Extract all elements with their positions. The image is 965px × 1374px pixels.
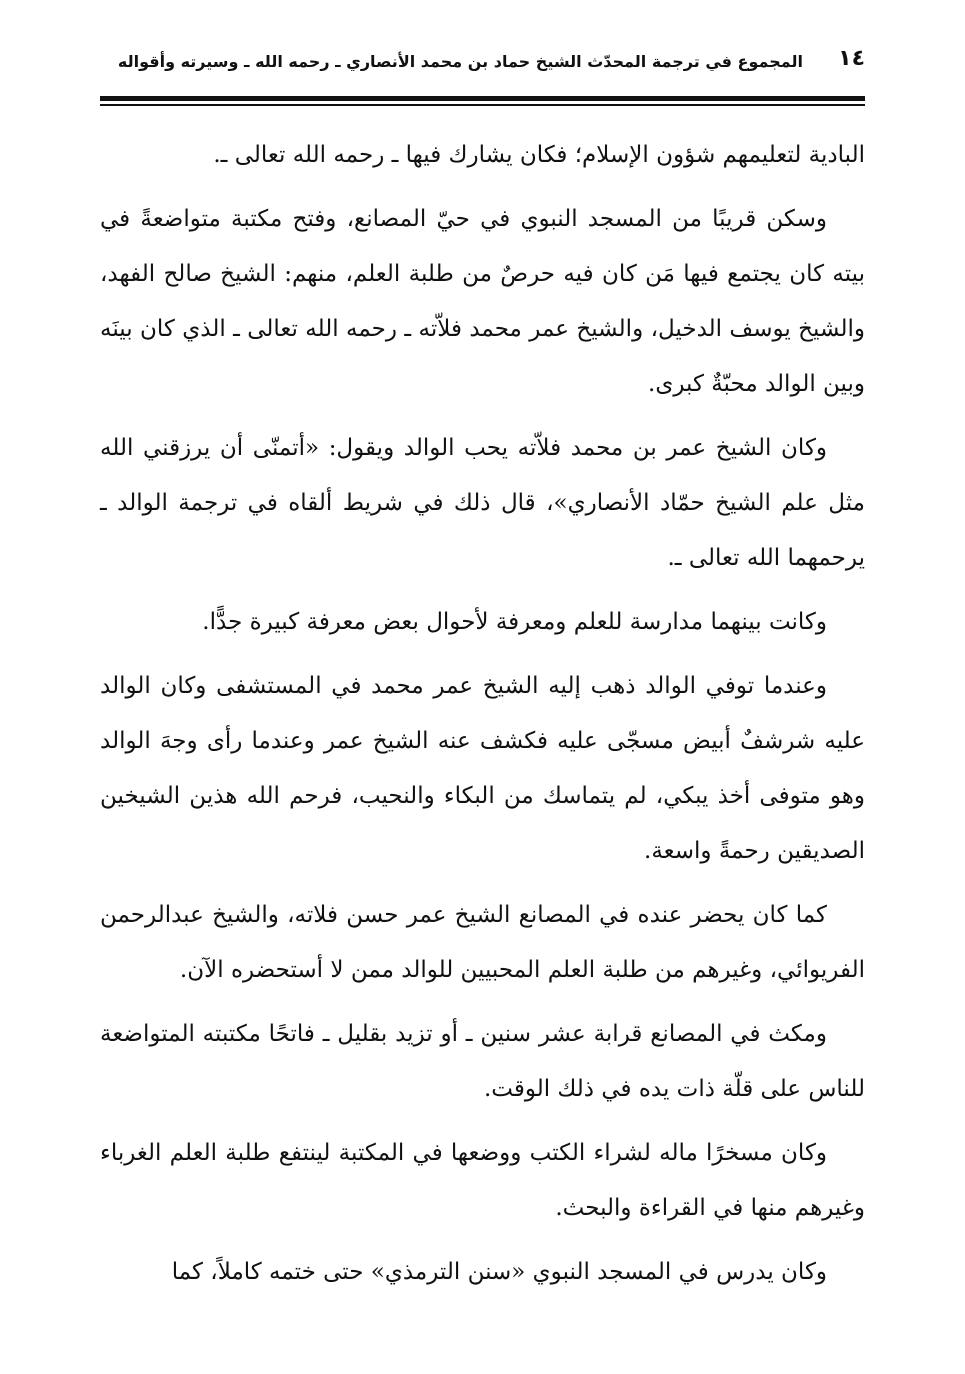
paragraph: كما كان يحضر عنده في المصانع الشيخ عمر حسن فلاته، والشيخ عبدالرحمن الفريوائي، وغيرهم من طلبة العلم المحبيين للوالد ممن لا أستحضره الآن.: [100, 902, 865, 983]
paragraph: ومكث في المصانع قرابة عشر سنين ـ أو تزيد بقليل ـ فاتحًا مكتبته المتواضعة للناس على قلّة ذات يده في ذلك الوقت.: [100, 1021, 865, 1102]
running-title: المجموع في ترجمة المحدّث الشيخ حماد بن محمد الأنصاري ـ رحمه الله ـ وسيرته وأقواله: [117, 52, 803, 71]
page-header: [100, 46, 865, 86]
page-number: ١٤: [838, 46, 865, 71]
paragraph: البادية لتعليمهم شؤون الإسلام؛ فكان يشارك فيها ـ رحمه الله تعالى ـ.: [213, 142, 865, 168]
paragraph: وكان الشيخ عمر بن محمد فلاّته يحب الوالد ويقول: «أتمنّى أن يرزقني الله مثل علم الشيخ حمّاد الأنصاري»، قال ذلك في شريط ألقاه في ترجمة الوالد ـ يرحمهما الله تعالى ـ.: [100, 435, 865, 571]
header-rule-thin: [100, 104, 865, 106]
paragraph: وكان يدرس في المسجد النبوي «سنن الترمذي» حتى ختمه كاملاً، كما: [171, 1259, 827, 1285]
paragraph: وسكن قريبًا من المسجد النبوي في حيّ المصانع، وفتح مكتبة متواضعةً في بيته كان يجتمع فيها مَن كان فيه حرصٌ من طلبة العلم، منهم: الشيخ صالح الفهد، والشيخ يوسف الدخيل، والشيخ عمر محمد فلاّته ـ رحمه الله تعالى ـ الذي كان بينَه وبين الوالد محبّةٌ كبرى.: [100, 206, 865, 397]
body-text: [100, 128, 865, 1309]
paragraph: وكانت بينهما مدارسة للعلم ومعرفة لأحوال بعض معرفة كبيرة جدًّا.: [202, 609, 827, 635]
paragraph: وعندما توفي الوالد ذهب إليه الشيخ عمر محمد في المستشفى وكان الوالد عليه شرشفٌ أبيض مسجّى عليه فكشف عنه الشيخ عمر وعندما رأى وجهَ الوالد وهو متوفى أخذ يبكي، لم يتماسك من البكاء والنحيب، فرحم الله هذين الشيخين الصديقين رحمةً واسعة.: [100, 673, 865, 864]
paragraph: وكان مسخرًا ماله لشراء الكتب ووضعها في المكتبة لينتفع طلبة العلم الغرباء وغيرهم منها في القراءة والبحث.: [100, 1140, 865, 1221]
header-rule-thick: [100, 96, 865, 101]
